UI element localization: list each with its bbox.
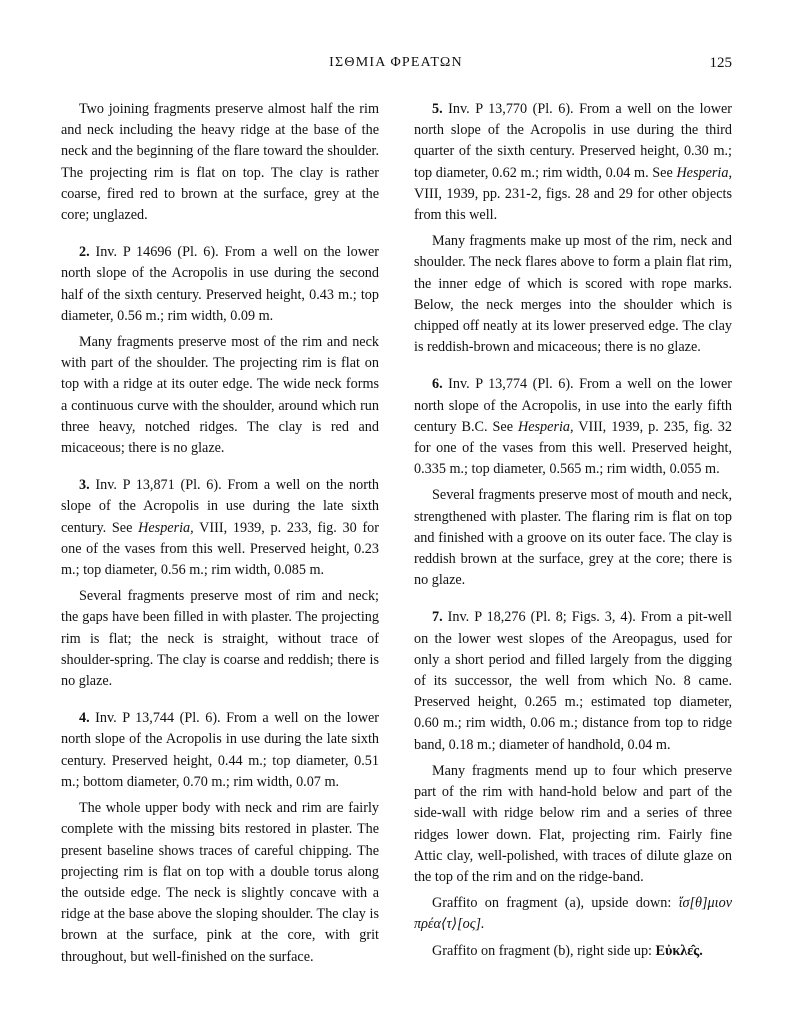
graffito-b: [414, 941, 732, 962]
entry-text: Inv. P 13,770 (Pl. 6). From a well on the lower north slope of the Acropolis in use during the third quarter of the sixth century. Preserved height, 0.30 m.; top diameter, 0.62 m.; rim width, 0.04 m. See: [414, 101, 732, 181]
journal-title: Hesperia: [138, 519, 191, 536]
graffito-greek-text: ἴσ[θ]μιον πρέα⟨τ⟩[ος].: [414, 895, 732, 933]
entry-description: The whole upper body with neck and rim are fairly complete with the missing bits restored in plaster. The present baseline shows traces of careful chipping. The projecting rim is flat on top with a double torus along the outside edge. The neck is slightly concave with a ridge at the base above the sloping shoulder. The clay is brown at the surface, pink at the core, with grit throughout, but well-finished on the surface.: [61, 800, 379, 965]
entry-description: Many fragments mend up to four which preserve part of the rim with hand-hold below and part of the side-wall with ridge below rim and a series of three ridges lower down. Flat, projecting rim. Fairly fine Attic clay, well-polished, with traces of dilute glaze on the top of the rim and on the ridge-band.: [414, 762, 732, 885]
entry-number: 2.: [79, 244, 90, 261]
entry-description: Many fragments preserve most of the rim and neck with part of the shoulder. The projecting rim is flat on top with a ridge at its outer edge. The wide neck forms a continuous curve with the shoulder, around which run three heavy, notched ridges. The clay is red and micaceous; there is no glaze.: [61, 334, 379, 457]
catalogue-entry-2: [61, 242, 379, 327]
entry-text: Inv. P 13,871 (Pl. 6). From a well on the north slope of the Acropolis in use during the late sixth century. See: [61, 477, 379, 536]
page-header: [60, 55, 732, 79]
intro-paragraph: Two joining fragments preserve almost half the rim and neck including the heavy ridge at the base of the neck and the beginning of the flare toward the shoulder. The projecting rim is flat on top. The clay is rather coarse, fired red to brown at the surface, grey at the core; unglazed.: [61, 101, 379, 224]
entry-text: Inv. P 18,276 (Pl. 8; Figs. 3, 4). From a pit-well on the lower west slopes of the Areopagus, used for only a short period and filled largely from the digging of its successor, the well from which No. 8 came. Preserved height, 0.265 m.; estimated top diameter, 0.60 m.; rim width, 0.06 m.; distance from top to ridge band, 0.18 m.; diameter of handhold, 0.04 m.: [414, 609, 732, 753]
left-column: [61, 99, 379, 968]
catalogue-entry-5: [414, 99, 732, 226]
catalogue-entry-4: [61, 708, 379, 793]
entry-text: , VIII, 1939, p. 233, fig. 30 for one of the vases from this well. Preserved height, 0.23 m.; top diameter, 0.56 m.; rim width, 0.085 m.: [61, 519, 380, 579]
entry-text: , VIII, 1939, p. 235, fig. 32 for one of the vases from this well. Preserved height, 0.335 m.; top diameter, 0.565 m.; rim width, 0.055 m.: [414, 418, 732, 478]
page-number: 125: [709, 55, 732, 71]
entry-text: Inv. P 14696 (Pl. 6). From a well on the lower north slope of the Acropolis in use during the second half of the sixth century. Preserved height, 0.43 m.; top diameter, 0.56 m.; rim width, 0.09 m.: [61, 244, 379, 324]
entry-number: 6.: [432, 376, 443, 393]
graffito-label: Graffito on fragment (a), upside down:: [432, 895, 679, 912]
entry-number: 3.: [79, 477, 90, 494]
entry-number: 7.: [432, 609, 443, 626]
entry-text: , VIII, 1939, pp. 231-2, figs. 28 and 29 for other objects from this well.: [414, 164, 732, 224]
journal-title: Hesperia: [517, 418, 570, 435]
graffito-a: [414, 893, 732, 935]
catalogue-entry-6: [414, 374, 732, 480]
catalogue-entry-7: [414, 607, 732, 755]
right-column: [414, 99, 732, 962]
entry-description: Many fragments make up most of the rim, neck and shoulder. The neck flares above to form a plain flat rim, the inner edge of which is scored with rope marks. Below, the neck merges into the shoulder which is chipped off neatly at its lower preserved edge. The clay is reddish-brown and micaceous; there is no glaze.: [414, 233, 732, 356]
running-title: ΙΣΘΜΙΑ ΦΡΕΑΤΩΝ: [329, 55, 463, 70]
journal-title: Hesperia: [676, 164, 729, 181]
entry-description: Several fragments preserve most of rim and neck; the gaps have been filled in with plaster. The projecting rim is flat; the neck is straight, without trace of shoulder-spring. The clay is coarse and reddish; there is no glaze.: [61, 588, 379, 690]
graffito-greek-text: Εὐκλε̂ς.: [655, 942, 703, 959]
graffito-label: Graffito on fragment (b), right side up:: [432, 942, 656, 959]
entry-text: Inv. P 13,744 (Pl. 6). From a well on the lower north slope of the Acropolis in use during the late sixth century. Preserved height, 0.44 m.; top diameter, 0.51 m.; bottom diameter, 0.70 m.; rim width, 0.07 m.: [61, 710, 379, 790]
entry-number: 5.: [432, 101, 443, 117]
entry-text: Inv. P 13,774 (Pl. 6). From a well on the lower north slope of the Acropolis, in use into the early fifth century B.C. See: [414, 376, 732, 435]
entry-description: Several fragments preserve most of mouth and neck, strengthened with plaster. The flaring rim is flat on top and finished with a groove on its outer face. The clay is reddish brown at the surface, grey at the core; there is no glaze.: [414, 487, 732, 589]
catalogue-entry-3: [61, 475, 379, 581]
entry-number: 4.: [79, 710, 90, 727]
